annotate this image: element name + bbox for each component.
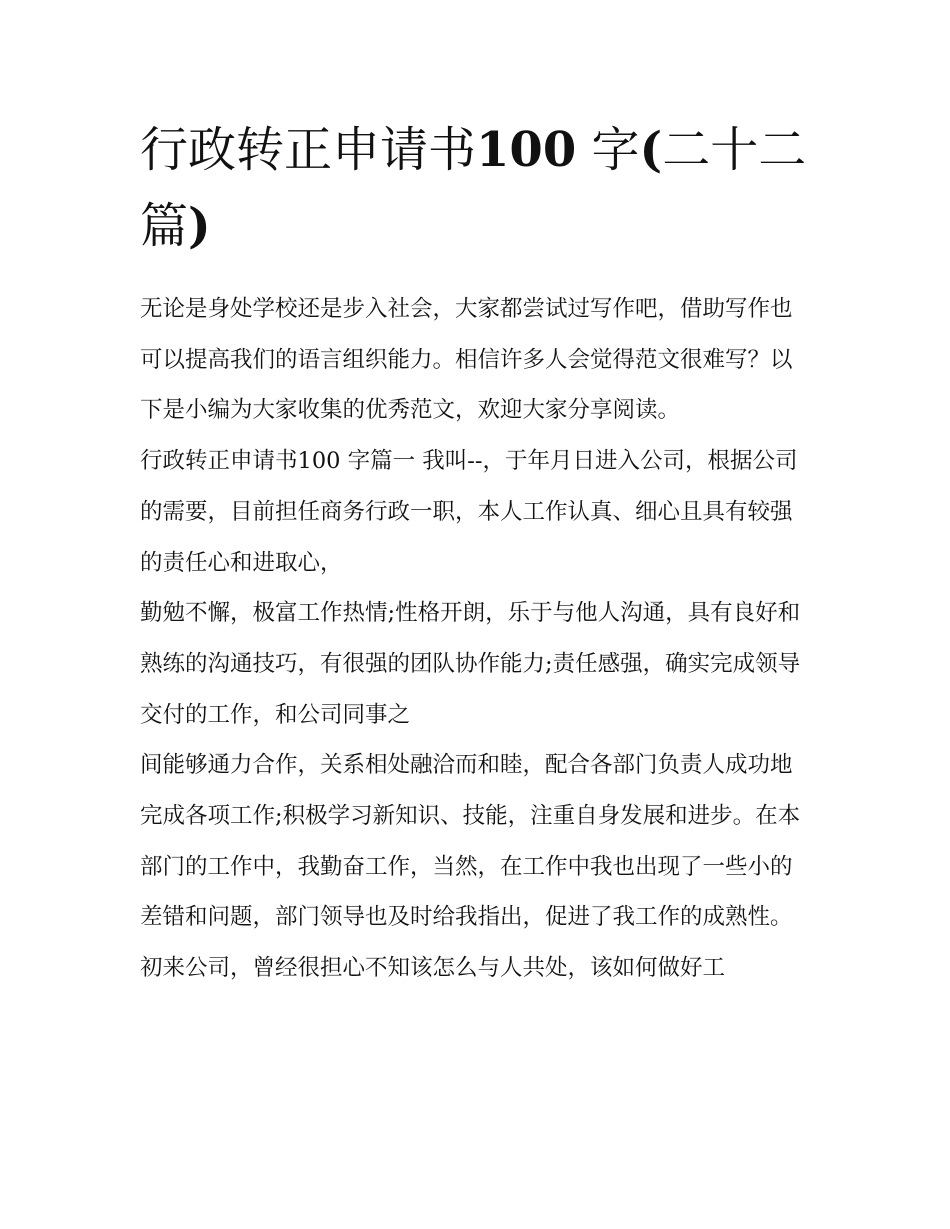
title-part: 二十二篇 <box>140 122 807 254</box>
title-part: 行政转正申请书 <box>140 122 477 178</box>
title-part: 100 <box>476 122 577 178</box>
title-part: 字 <box>576 122 640 178</box>
document-page <box>140 112 812 994</box>
paragraph: 间能够通力合作，关系相处融洽而和睦，配合各部门负责人成功地完成各项工作;积极学习新知识、技能，注重自身发展和进步。在本部门的工作中，我勤奋工作，当然，在工作中我也出现了一些小的差错和问题，部门领导也及时给我指出，促进了我工作的成熟性。 <box>140 752 801 931</box>
paragraph: 行政转正申请书100 字篇一 我叫--，于年月日进入公司，根据公司的需要，目前担任商务行政一职，本人工作认真、细心且具有较强的责任心和进取心， <box>140 448 798 576</box>
title-part: ( <box>639 122 663 178</box>
paragraph: 勤勉不懈，极富工作热情;性格开朗，乐于与他人沟通，具有良好和熟练的沟通技巧，有很强的团队协作能力;责任感强，确实完成领导交付的工作，和公司同事之 <box>140 600 801 728</box>
document-title <box>140 112 812 264</box>
paragraph: 初来公司，曾经很担心不知该怎么与人共处，该如何做好工 <box>140 955 726 982</box>
document-body <box>140 284 812 994</box>
paragraph-intro: 无论是身处学校还是步入社会，大家都尝试过写作吧，借助写作也可以提高我们的语言组织能力。相信许多人会觉得范文很难写？以下是小编为大家收集的优秀范文，欢迎大家分享阅读。 <box>140 296 793 424</box>
title-part: ) <box>188 198 211 254</box>
